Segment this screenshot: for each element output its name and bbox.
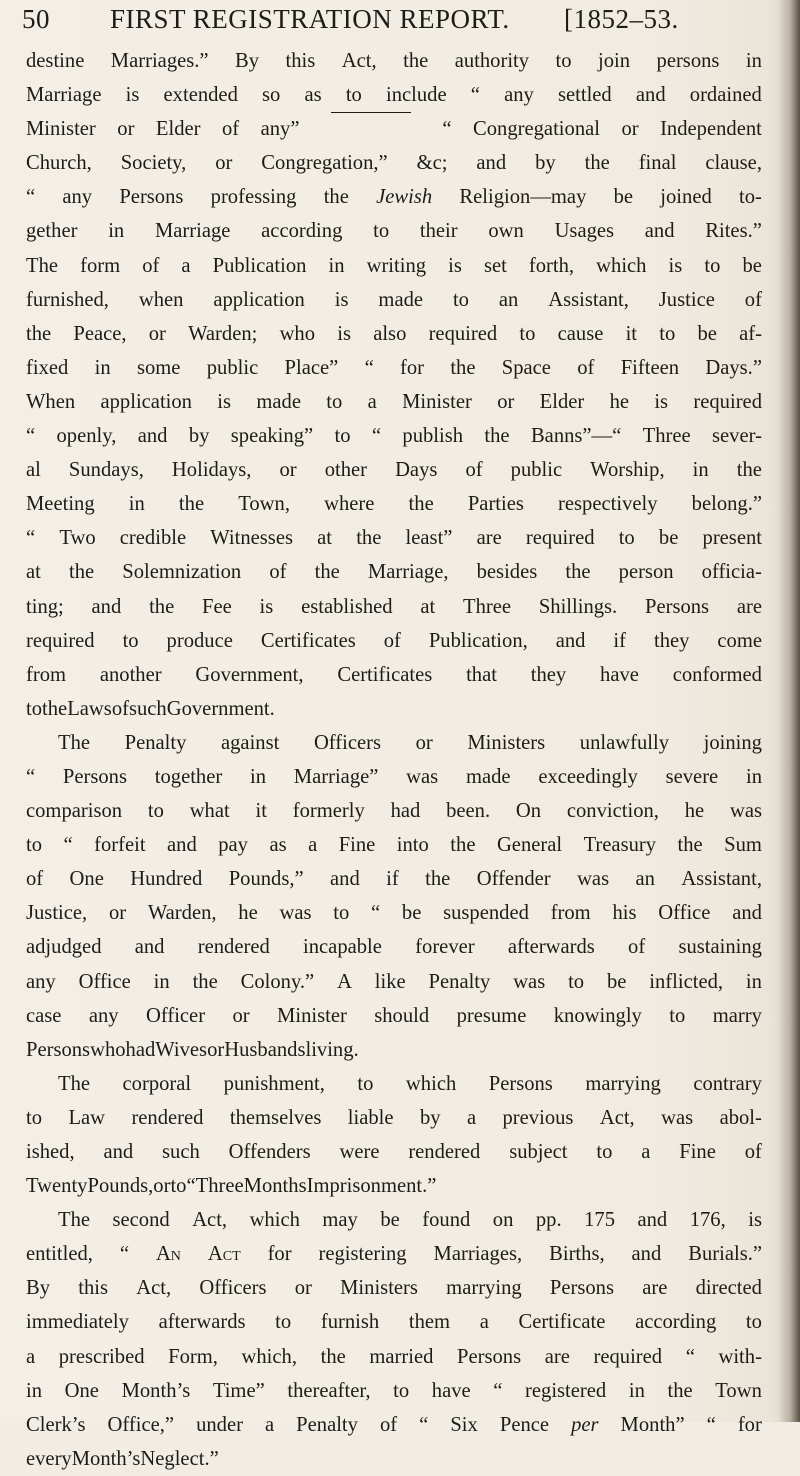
running-header	[22, 4, 782, 38]
text-line: Marriage is extended so as to include “ any settled and ordained	[26, 84, 762, 107]
page-number: 50	[22, 4, 50, 34]
text-line: immediately afterwards to furnish them a Certificate according to	[26, 1311, 762, 1334]
text-line: required to produce Certificates of Publication, and if they come	[26, 629, 762, 652]
text-line: to “ forfeit and pay as a Fine into the General Treasury the Sum	[26, 834, 762, 857]
text-line: to Law rendered themselves liable by a previous Act, was abol-	[26, 1106, 762, 1129]
text-line: comparison to what it formerly had been. On conviction, he was	[26, 800, 762, 823]
text-line: The corporal punishment, to which Persons marrying contrary	[58, 1072, 762, 1095]
body-text	[26, 44, 762, 1476]
text-line: adjudged and rendered incapable forever afterwards of sustaining	[26, 936, 762, 959]
text-line: gether in Marriage according to their own Usages and Rites.”	[26, 220, 762, 243]
text-line: in One Month’s Time” thereafter, to have “ registered in the Town	[26, 1379, 762, 1402]
text-line: any Office in the Colony.” A like Penalty was to be inflicted, in	[26, 970, 762, 993]
paragraph	[26, 726, 762, 1067]
page-edge-shadow	[778, 0, 800, 1422]
text-line: at the Solemnization of the Marriage, besides the person officia-	[26, 561, 762, 584]
text-line: “ any Persons professing the Jewish Religion—may be joined to-	[26, 186, 762, 209]
paragraph	[26, 1067, 762, 1203]
text-line: to the Laws of such Government.	[26, 697, 275, 720]
text-line: a prescribed Form, which, the married Persons are required “ with-	[26, 1345, 762, 1368]
text-line: Clerk’s Office,” under a Penalty of “ Six Pence per Month” “ for	[26, 1413, 762, 1436]
text-line: Twenty Pounds, or to “ Three Months Imprisonment.”	[26, 1175, 437, 1198]
text-line: Church, Society, or Congregation,” &c; and by the final clause,	[26, 152, 762, 175]
text-line: from another Government, Certificates that they have conformed	[26, 663, 762, 686]
text-line: When application is made to a Minister or Elder he is required	[26, 390, 762, 413]
text-line: every Month’s Neglect.”	[26, 1447, 219, 1470]
text-line: of One Hundred Pounds,” and if the Offender was an Assistant,	[26, 868, 762, 891]
text-line: The second Act, which may be found on pp. 175 and 176, is	[58, 1209, 762, 1232]
text-line: ting; and the Fee is established at Three Shillings. Persons are	[26, 595, 762, 618]
text-line: ished, and such Offenders were rendered subject to a Fine of	[26, 1141, 762, 1163]
text-line: Justice, or Warden, he was to “ be suspended from his Office and	[26, 902, 762, 925]
dash-rule	[331, 112, 411, 113]
text-line: entitled, “ An Act for registering Marriages, Births, and Burials.”	[26, 1243, 762, 1266]
text-line: furnished, when application is made to an Assistant, Justice of	[26, 288, 762, 311]
text-line: “ Two credible Witnesses at the least” are required to be present	[26, 527, 762, 550]
text-line: The form of a Publication in writing is set forth, which is to be	[26, 254, 762, 277]
text-line: By this Act, Officers or Ministers marrying Persons are directed	[26, 1277, 762, 1300]
text-line: fixed in some public Place” “ for the Space of Fifteen Days.”	[26, 356, 762, 379]
text-line: the Peace, or Warden; who is also required to cause it to be af-	[26, 322, 762, 345]
text-line: al Sundays, Holidays, or other Days of public Worship, in the	[26, 459, 762, 482]
text-line: “ openly, and by speaking” to “ publish the Banns”—“ Three sever-	[26, 425, 762, 448]
text-line: Persons who had Wives or Husbands living.	[26, 1038, 359, 1061]
year-range: [1852–53.	[564, 4, 679, 34]
text-line: case any Officer or Minister should presume knowingly to marry	[26, 1004, 762, 1027]
text-line: The Penalty against Officers or Ministers unlawfully joining	[58, 731, 762, 754]
paragraph	[26, 1203, 762, 1476]
text-line: “ Persons together in Marriage” was made exceedingly severe in	[26, 765, 762, 788]
paragraph	[26, 44, 762, 726]
text-line: Meeting in the Town, where the Parties respectively belong.”	[26, 493, 762, 516]
text-line: destine Marriages.” By this Act, the authority to join persons in	[26, 50, 762, 72]
text-line: Minister or Elder of any” “ Congregational or Independent	[26, 112, 762, 146]
report-title: FIRST REGISTRATION REPORT.	[110, 4, 510, 34]
